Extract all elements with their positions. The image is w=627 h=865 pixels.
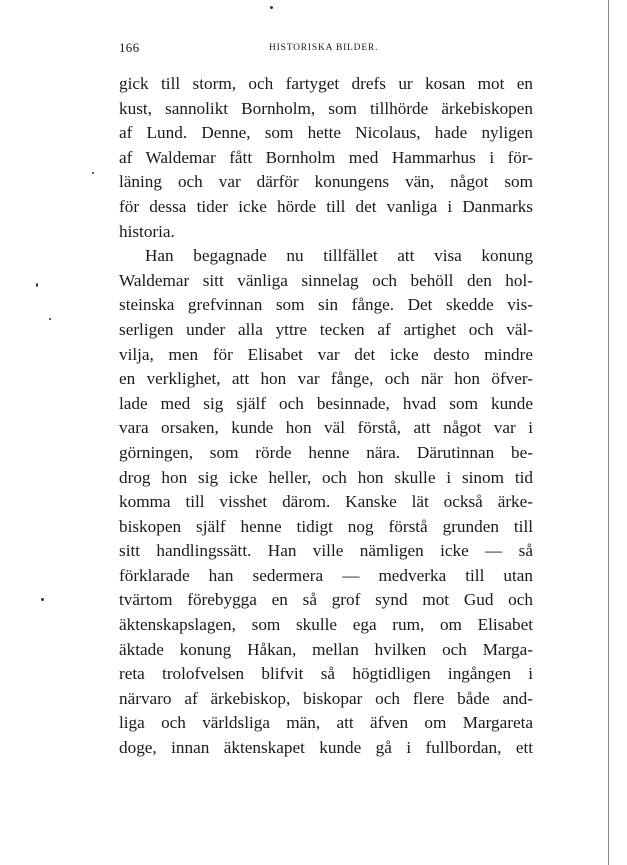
print-speck (49, 318, 51, 320)
text-line: gick till storm, och fartyget drefs ur kosan mot en (119, 74, 533, 93)
text-line: kust, sannolikt Bornholm, som tillhörde ärkebiskopen (119, 98, 533, 118)
paragraph-2 (119, 244, 533, 760)
text-line: serligen under alla yttre tecken af artighet och väl- (119, 319, 533, 339)
text-line: doge, innan äktenskapet kunde gå i fullbordan, ett (119, 738, 533, 758)
text-line: äktade konung Håkan, mellan hvilken och Marga- (119, 639, 533, 659)
text-line: närvaro af ärkebiskop, biskopar och flere både and- (119, 688, 533, 708)
text-line: lade med sig själf och besinnade, hvad som kunde (119, 393, 533, 413)
page-header (119, 40, 533, 58)
text-line: steinska grefvinnan som sin fånge. Det skedde vis- (119, 295, 533, 315)
print-speck (270, 6, 273, 9)
text-line: af Lund. Denne, som hette Nicolaus, hade nyligen (119, 123, 533, 143)
text-line: af Waldemar fått Bornholm med Hammarhus i för- (119, 147, 533, 167)
text-line: sitt handlingssätt. Han ville nämligen icke — så (119, 541, 533, 561)
text-line: läning och var därför konungens vän, något som (119, 172, 533, 192)
text-line: Waldemar sitt vänliga sinnelag och behöll den hol- (119, 270, 533, 290)
text-line: tvärtom förebygga en så grof synd mot Gud och (119, 590, 533, 610)
text-line: historia. (119, 221, 175, 241)
text-line: för dessa tider icke hörde till det vanliga i Danmarks (119, 196, 533, 216)
page-edge-line (608, 0, 609, 865)
print-speck (36, 283, 38, 287)
text-line: förklarade han sedermera — medverka till utan (119, 565, 533, 585)
text-line: äktenskapslagen, som skulle ega rum, om Elisabet (119, 615, 533, 635)
print-speck (92, 172, 94, 174)
text-line: drog hon sig icke heller, och hon skulle i sinom tid (119, 467, 533, 487)
running-title: HISTORISKA BILDER. (269, 43, 379, 53)
body-text (119, 72, 533, 761)
text-line: en verklighet, att hon var fånge, och när hon öfver- (119, 369, 533, 389)
text-line: reta trolofvelsen blifvit så högtidligen ingången i (119, 664, 533, 684)
text-line: Han begagnade nu tillfället att visa konung (145, 246, 533, 266)
text-line: görningen, som rörde henne nära. Därutinnan be- (119, 442, 533, 462)
text-line: vilja, men för Elisabet var det icke desto mindre (119, 344, 533, 364)
paragraph-1 (119, 72, 533, 244)
text-line: komma till visshet därom. Kanske lät också ärke- (119, 492, 533, 512)
text-line: biskopen själf henne tidigt nog förstå grunden till (119, 516, 533, 536)
print-speck (41, 598, 44, 601)
page-number: 166 (119, 40, 140, 55)
text-line: liga och världsliga män, att äfven om Margareta (119, 713, 533, 733)
text-line: vara orsaken, kunde hon väl förstå, att något var i (119, 418, 533, 438)
